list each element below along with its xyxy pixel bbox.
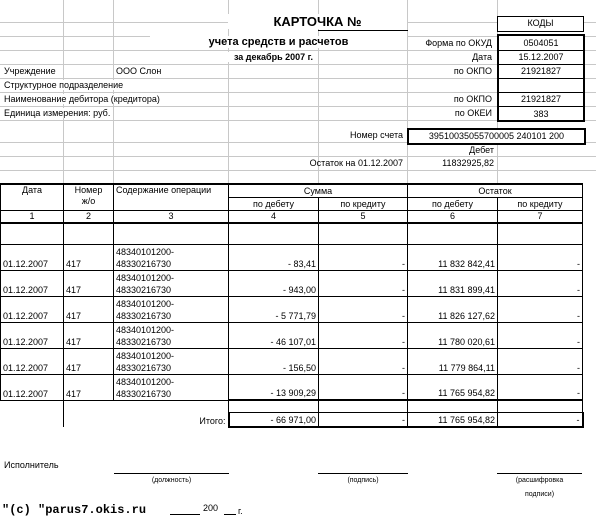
row-rest-debit: 11 765 954,82 <box>408 374 498 400</box>
row-content-line1: 48340101200- <box>116 350 175 361</box>
code-value-empty <box>499 79 583 93</box>
year-prefix: 200 <box>203 503 219 513</box>
info-label-debtor: Наименование дебитора (кредитора) <box>4 94 160 104</box>
info-label-division: Структурное подразделение <box>4 80 124 90</box>
decode-hint: (расшифровка <box>515 477 564 484</box>
code-value-okud: 0504051 <box>499 36 583 51</box>
row-date: 01.12.2007 <box>1 296 64 322</box>
row-sum-debit: - 46 107,01 <box>229 322 319 348</box>
card-period: за декабрь 2007 г. <box>200 52 313 62</box>
row-rest-debit: 11 832 842,41 <box>408 244 498 270</box>
row-date: 01.12.2007 <box>1 322 64 348</box>
spacer-cell <box>64 413 114 427</box>
row-rest-credit: - <box>498 348 583 374</box>
position-hint: (должность) <box>151 477 192 484</box>
row-sum-debit: - 156,50 <box>229 348 319 374</box>
row-content-line2: 48330216730 <box>116 258 172 269</box>
spacer-cell <box>319 400 408 413</box>
spacer-cell <box>319 223 408 244</box>
row-sum-credit: - <box>319 348 408 374</box>
code-label-okpo-2: по ОКПО <box>453 94 492 104</box>
total-sum-debit: - 66 971,00 <box>229 413 319 427</box>
header-content-cont <box>114 197 229 210</box>
row-num: 417 <box>64 270 114 296</box>
account-number-label: Номер счета <box>349 130 403 140</box>
copyright-text: "(c) "parus7.okis.ru <box>2 503 147 517</box>
header-sum-credit: по кредиту <box>319 197 408 210</box>
row-num: 417 <box>64 322 114 348</box>
year-line <box>224 514 236 515</box>
grid-line <box>0 156 596 157</box>
row-content-line2: 48330216730 <box>116 362 172 373</box>
table-row <box>1 270 583 296</box>
header-rest-credit: по кредиту <box>498 197 583 210</box>
spacer-cell <box>408 400 498 413</box>
table-row <box>1 244 583 270</box>
code-value-okpo: 21921827 <box>499 65 583 79</box>
total-rest-credit: - <box>498 413 583 427</box>
row-sum-credit: - <box>319 374 408 400</box>
title-number-line <box>318 30 408 31</box>
table-row <box>1 348 583 374</box>
row-num: 417 <box>64 374 114 400</box>
table-row <box>1 322 583 348</box>
row-content-line2: 48330216730 <box>116 336 172 347</box>
code-label-okpo: по ОКПО <box>453 66 492 76</box>
col-number: 5 <box>319 210 408 223</box>
row-rest-debit: 11 826 127,62 <box>408 296 498 322</box>
row-rest-debit: 11 779 864,11 <box>408 348 498 374</box>
row-num: 417 <box>64 296 114 322</box>
code-label-okud: Форма по ОКУД <box>425 38 492 48</box>
spacer-cell <box>114 400 229 413</box>
row-sum-debit: - 13 909,29 <box>229 374 319 400</box>
row-content <box>114 270 229 296</box>
col-number: 2 <box>64 210 114 223</box>
row-sum-credit: - <box>319 296 408 322</box>
info-label-institution: Учреждение <box>4 66 56 76</box>
row-rest-credit: - <box>498 270 583 296</box>
decode-hint-2: подписи) <box>524 491 555 498</box>
spacer-cell <box>1 223 64 244</box>
row-num: 417 <box>64 244 114 270</box>
row-content-line2: 48330216730 <box>116 284 172 295</box>
spacer-cell <box>64 400 114 413</box>
total-label: Итого: <box>199 415 226 426</box>
row-rest-credit: - <box>498 374 583 400</box>
position-line <box>114 473 229 474</box>
info-label-unit: Единица измерения: руб. <box>4 108 111 118</box>
row-sum-credit: - <box>319 322 408 348</box>
balance-value: 11832925,82 <box>442 158 494 168</box>
signature-hint: (подпись) <box>347 477 379 484</box>
row-date: 01.12.2007 <box>1 270 64 296</box>
day-line <box>170 514 200 515</box>
header-content: Содержание операции <box>114 184 229 197</box>
col-number: 7 <box>498 210 583 223</box>
col-number: 6 <box>408 210 498 223</box>
codes-box <box>497 34 585 122</box>
row-sum-debit: - 943,00 <box>229 270 319 296</box>
debit-label: Дебет <box>469 145 494 155</box>
info-value-institution: ООО Слон <box>116 66 162 76</box>
table-row <box>1 374 583 400</box>
spacer-cell <box>498 223 583 244</box>
signature-line <box>318 473 408 474</box>
row-content <box>114 296 229 322</box>
row-rest-debit: 11 831 899,41 <box>408 270 498 296</box>
decode-line <box>497 473 582 474</box>
row-content-line1: 48340101200- <box>116 376 175 387</box>
table-row <box>1 296 583 322</box>
header-date: Дата <box>1 184 64 197</box>
spacer-cell <box>498 400 583 413</box>
row-sum-credit: - <box>319 244 408 270</box>
header-sum: Сумма <box>229 184 408 197</box>
row-content-line1: 48340101200- <box>116 272 175 283</box>
row-content-line2: 48330216730 <box>116 310 172 321</box>
header-rest-debit: по дебету <box>408 197 498 210</box>
row-content <box>114 348 229 374</box>
spacer-cell <box>229 400 319 413</box>
row-sum-debit: - 5 771,79 <box>229 296 319 322</box>
balance-label: Остаток на 01.12.2007 <box>309 158 403 168</box>
spacer-cell <box>408 223 498 244</box>
row-date: 01.12.2007 <box>1 244 64 270</box>
row-rest-credit: - <box>498 296 583 322</box>
header-num: Номер ж/о <box>64 184 114 210</box>
row-sum-debit: - 83,41 <box>229 244 319 270</box>
row-content <box>114 244 229 270</box>
executor-label: Исполнитель <box>4 460 59 470</box>
row-date: 01.12.2007 <box>1 348 64 374</box>
row-rest-debit: 11 780 020,61 <box>408 322 498 348</box>
row-content-line1: 48340101200- <box>116 324 175 335</box>
header-rest: Остаток <box>408 184 583 197</box>
row-content-line1: 48340101200- <box>116 298 175 309</box>
row-rest-credit: - <box>498 322 583 348</box>
row-content <box>114 374 229 400</box>
spacer-cell <box>1 413 64 427</box>
code-label-okei: по ОКЕИ <box>454 108 492 118</box>
code-value-date: 15.12.2007 <box>499 51 583 65</box>
row-num: 417 <box>64 348 114 374</box>
row-date: 01.12.2007 <box>1 374 64 400</box>
codes-header: КОДЫ <box>497 16 584 32</box>
spacer-cell <box>1 400 64 413</box>
account-number-value: 39510035055700005 240101 200 <box>407 128 586 145</box>
row-rest-credit: - <box>498 244 583 270</box>
col-number: 3 <box>114 210 229 223</box>
row-content <box>114 322 229 348</box>
code-value-okei: 383 <box>533 109 549 119</box>
card-subtitle: учета средств и расчетов <box>150 36 407 48</box>
header-date-cont <box>1 197 64 210</box>
card-title: КАРТОЧКА № <box>228 14 407 29</box>
total-rest-debit: 11 765 954,82 <box>408 413 498 427</box>
year-g: г. <box>238 506 243 516</box>
row-content-line1: 48340101200- <box>116 246 175 257</box>
code-label-date: Дата <box>472 52 492 62</box>
spacer-cell <box>64 223 114 244</box>
grid-line <box>0 170 596 171</box>
col-number: 1 <box>1 210 64 223</box>
code-value-okpo-2: 21921827 <box>499 93 583 107</box>
total-sum-credit: - <box>319 413 408 427</box>
header-sum-debit: по дебету <box>229 197 319 210</box>
spacer-cell <box>229 223 319 244</box>
col-number: 4 <box>229 210 319 223</box>
operations-table <box>0 183 584 428</box>
row-content-line2: 48330216730 <box>116 388 172 399</box>
spacer-cell <box>114 223 229 244</box>
row-sum-credit: - <box>319 270 408 296</box>
